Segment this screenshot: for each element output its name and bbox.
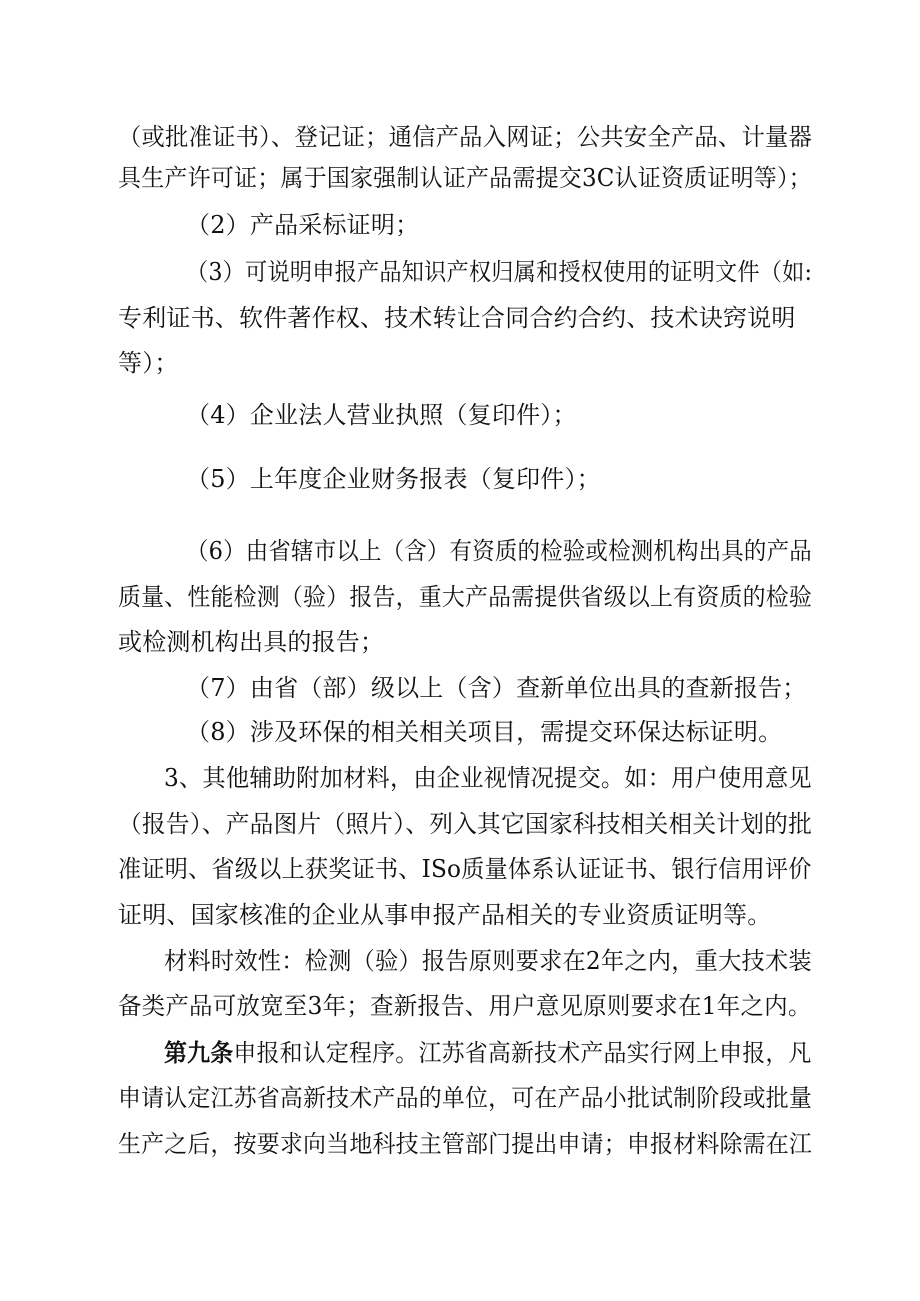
article-9-first-line bbox=[164, 1037, 812, 1069]
article-9-text: 申报和认定程序。江苏省高新技术产品实行网上申报，凡 bbox=[233, 1039, 812, 1067]
text-line-13: （8）涉及环保的相关相关项目，需提交环保达标证明。 bbox=[186, 718, 783, 746]
text-line-5: 专利证书、软件著作权、技术转让合同合约合约、技术诀窍说明 bbox=[118, 304, 796, 332]
text-line-4: （3）可说明申报产品知识产权归属和授权使用的证明文件（如: bbox=[186, 258, 813, 286]
text-line-21: 申请认定江苏省高新技术产品的单位，可在产品小批试制阶段或批量 bbox=[118, 1084, 812, 1112]
text-line-16: 准证明、省级以上获奖证书、ISo质量体系认证证书、银行信用评价 bbox=[118, 855, 812, 883]
text-line-7: （4）企业法人营业执照（复印件）； bbox=[186, 401, 577, 429]
text-line-22: 生产之后，按要求向当地科技主管部门提出申请；申报材料除需在江 bbox=[118, 1130, 812, 1158]
text-line-10: 质量、性能检测（验）报告，重大产品需提供省级以上有资质的检验 bbox=[118, 583, 812, 611]
text-line-2: 具生产许可证；属于国家强制认证产品需提交3C认证资质证明等）； bbox=[118, 164, 812, 192]
text-line-14: 3、其他辅助附加材料，由企业视情况提交。如：用户使用意见 bbox=[164, 764, 812, 792]
text-line-18: 材料时效性：检测（验）报告原则要求在2年之内，重大技术装 bbox=[164, 947, 812, 975]
text-line-3: （2）产品采标证明； bbox=[186, 211, 420, 239]
text-line-6: 等）； bbox=[118, 349, 179, 377]
text-line-8: （5）上年度企业财务报表（复印件）； bbox=[186, 465, 601, 493]
text-line-15: （报告）、产品图片（照片）、列入其它国家科技相关相关计划的批 bbox=[118, 810, 812, 838]
text-line-17: 证明、国家核准的企业从事申报产品相关的专业资质证明等。 bbox=[118, 901, 772, 929]
article-9-heading: 第九条 bbox=[164, 1038, 234, 1067]
text-line-11: 或检测机构出具的报告； bbox=[118, 628, 385, 656]
text-line-12: （7）由省（部）级以上（含）查新单位出具的查新报告； bbox=[186, 674, 807, 702]
text-line-19: 备类产品可放宽至3年；查新报告、用户意见原则要求在1年之内。 bbox=[118, 992, 812, 1020]
text-line-9: （6）由省辖市以上（含）有资质的检验或检测机构出具的产品 bbox=[186, 537, 812, 565]
text-line-1: （或批准证书）、登记证；通信产品入网证；公共安全产品、计量器 bbox=[118, 123, 813, 151]
